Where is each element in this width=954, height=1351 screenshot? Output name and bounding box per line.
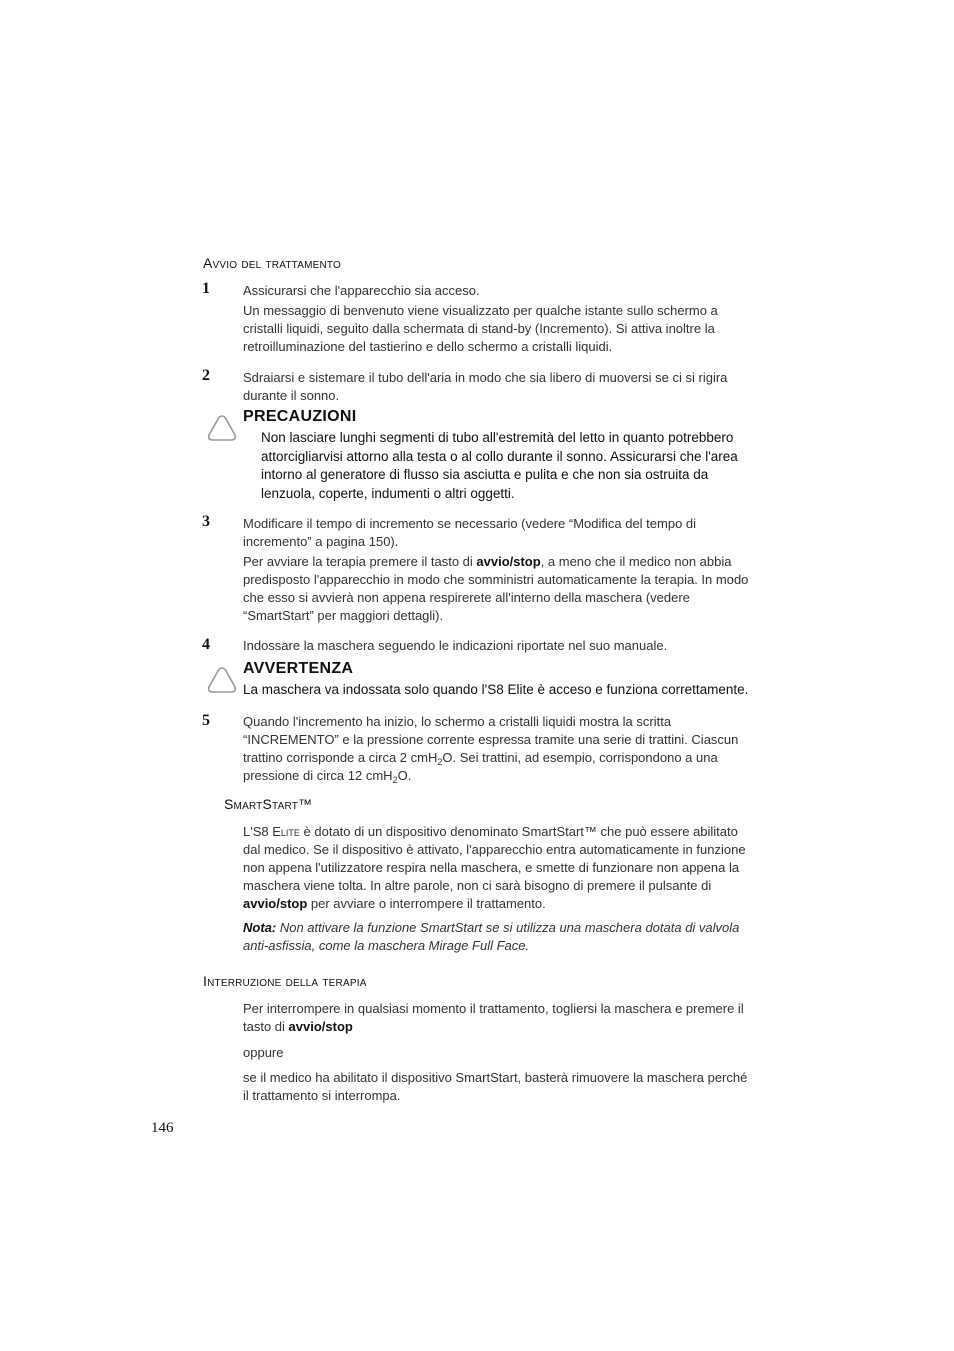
step-4-text: Indossare la maschera seguendo le indicazioni riportate nel suo manuale. — [243, 638, 668, 653]
step-3-text-b: Per avviare la terapia premere il tasto di avvio/stop, a meno che il medico non abbia predisposto l'apparecchio in modo che somministri automaticamente la terapia. In modo che esso si avvierà non appena respirerete all'interno della maschera (vedere “SmartStart” per maggiori dettagli). — [243, 554, 749, 623]
warning-triangle-icon — [205, 665, 239, 695]
interruzione-oppure: oppure — [243, 1045, 284, 1060]
step-1-text-b: Un messaggio di benvenuto viene visualizzato per qualche istante sullo schermo a cristalli liquidi, seguito dalla schermata di stand-by (Incremento). Si attiva inoltre la retroilluminazione del tastierino e dello schermo a cristalli liquidi. — [243, 303, 718, 354]
section-heading-avvio: Avvio del trattamento — [203, 255, 341, 271]
page-number: 146 — [151, 1120, 174, 1136]
step-1-text-a: Assicurarsi che l'apparecchio sia acceso. — [243, 283, 480, 298]
smartstart-body: L'S8 Elite è dotato di un dispositivo denominato SmartStart™ che può essere abilitato dal medico. Se il dispositivo è attivato, l'apparecchio entra automaticamente in funzione non appena l'utilizzatore respira nella maschera, e smette di funzionare non appena la maschera viene tolta. In altre parole, non ci sarà bisogno di premere il pulsante di avvio/stop per avviare o interrompere il trattamento. — [243, 824, 746, 911]
smartstart-heading: SmartStart™ — [224, 796, 313, 812]
step-number-1: 1 — [202, 280, 210, 297]
interruzione-text-b: se il medico ha abilitato il dispositivo SmartStart, basterà rimuovere la maschera perché il trattamento si interrompa. — [243, 1070, 748, 1103]
step-3-text-a: Modificare il tempo di incremento se necessario (vedere “Modifica del tempo di incremento” a pagina 150). — [243, 516, 697, 549]
section-heading-interruzione: Interruzione della terapia — [203, 973, 367, 989]
smartstart-note: Nota: Non attivare la funzione SmartStart se si utilizza una maschera dotata di valvola anti-asfissia, come la maschera Mirage Full Face. — [243, 920, 740, 953]
warning-title: AVVERTENZA — [243, 660, 354, 677]
step-number-3: 3 — [202, 513, 210, 530]
step-2-text: Sdraiarsi e sistemare il tubo dell'aria in modo che sia libero di muoversi se ci si rigira durante il sonno. — [243, 370, 728, 403]
avvio-stop-key: avvio/stop — [476, 554, 541, 569]
avvio-stop-key: avvio/stop — [288, 1019, 353, 1034]
caution-triangle-icon — [205, 413, 239, 443]
warning-text: La maschera va indossata solo quando l'S8 Elite è acceso e funziona correttamente. — [243, 682, 749, 697]
precautions-title: PRECAUZIONI — [243, 408, 357, 425]
interruzione-text-a: Per interrompere in qualsiasi momento il trattamento, togliersi la maschera e premere il tasto di avvio/stop — [243, 1001, 744, 1034]
step-number-5: 5 — [202, 712, 210, 729]
step-number-2: 2 — [202, 367, 210, 384]
step-number-4: 4 — [202, 636, 210, 653]
step-5-text: Quando l'incremento ha inizio, lo schermo a cristalli liquidi mostra la scritta “INCREMENTO” e la pressione corrente espressa tramite una serie di trattini. Ciascun trattino corrisponde a circa 2 cmH$_2$O. Sei trattini, ad esempio, corrispondono a una pressione di circa 12 cmH$_2$O. — [243, 714, 739, 785]
precautions-text: Non lasciare lunghi segmenti di tubo all'estremità del letto in quanto potrebbero attorcigliarvisi attorno alla testa o al collo durante il sonno. Assicurarsi che l'area intorno al generatore di flusso sia asciutta e pulita e che non sia ostruita da lenzuola, coperte, indumenti o altri oggetti. — [261, 430, 738, 501]
avvio-stop-key: avvio/stop — [243, 896, 308, 911]
